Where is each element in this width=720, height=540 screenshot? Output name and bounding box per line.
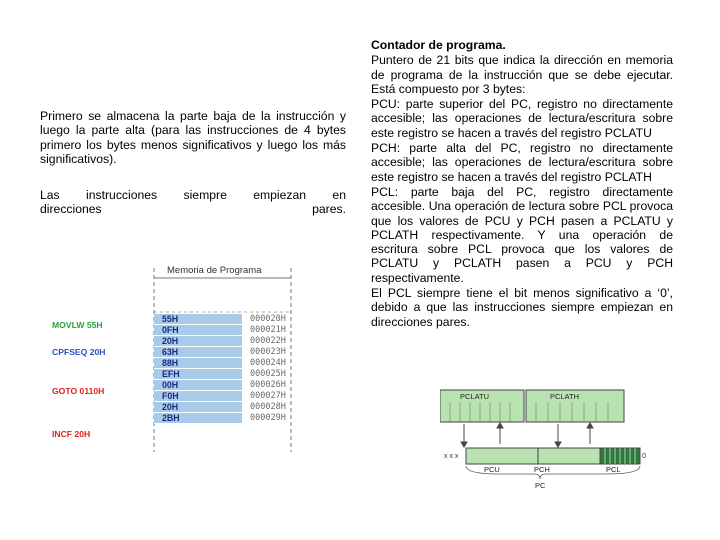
memory-address: 000022H [250, 336, 286, 346]
left-paragraph-storage-order: Primero se almacena la parte baja de la instrucción y luego la parte alta (para las instrucciones de 4 bytes primero los bytes menos significativos y luego los más significativos). [40, 109, 346, 167]
memory-value: 2BH [154, 413, 242, 424]
instruction-label: INCF 20H [52, 429, 91, 439]
memory-address: 000028H [250, 402, 286, 412]
left-paragraph-line1: Las instrucciones siempre empiezan en [40, 188, 346, 202]
pc-label: PC [535, 481, 546, 490]
pcu-register [466, 448, 538, 464]
memory-address: 000023H [250, 347, 286, 357]
memory-value: 0FH [154, 325, 242, 336]
memory-value: 55H [154, 314, 242, 325]
memory-value: 88H [154, 358, 242, 369]
memory-value: 00H [154, 380, 242, 391]
pcl-label: PCL [606, 465, 621, 474]
pcu-label: PCU [484, 465, 500, 474]
section-heading: Contador de programa. [371, 38, 506, 52]
x-bits: x x x [444, 453, 459, 460]
memory-row [154, 391, 291, 402]
memory-row [154, 347, 291, 358]
instruction-label: MOVLW 55H [52, 320, 103, 330]
zero-bit: 0 [642, 453, 646, 460]
memory-row [154, 413, 291, 424]
memory-address: 000029H [250, 413, 286, 423]
pcl-lsb-note: El PCL siempre tiene el bit menos significativo a ‘0’, debido a que las instrucciones siempre empiezan en direcciones pares. [371, 286, 673, 329]
pch-label: PCH [534, 465, 550, 474]
pc-definition: Puntero de 21 bits que indica la dirección en memoria de programa de la instrucción que se debe ejecutar. Está compuesto por 3 bytes: [371, 53, 673, 96]
program-counter-description [371, 38, 673, 330]
memory-row [154, 358, 291, 369]
memory-value: 63H [154, 347, 242, 358]
pcl-description: PCL: parte baja del PC, registro directamente accesible. Una operación de lectura sobre PCL provoca que los valores de PCU y PCH pasen a PCLATU y PCLATH respectivamente. Y una operación de escritura sobre PCL provoca que los valores de PCLATU y PCLATH pasen a PCU y PCH respectivamente. [371, 184, 673, 285]
memory-address: 000021H [250, 325, 286, 335]
memory-address: 000024H [250, 358, 286, 368]
memory-address: 000026H [250, 380, 286, 390]
memory-row [154, 369, 291, 380]
memory-row [154, 325, 291, 336]
left-paragraph-line2: direcciones pares. [40, 202, 346, 217]
pclatu-label: PCLATU [460, 392, 490, 401]
pch-register [538, 448, 600, 464]
left-paragraph-even-addresses [40, 188, 346, 217]
instruction-label: GOTO 0110H [52, 386, 105, 396]
memory-address: 000025H [250, 369, 286, 379]
memory-row [154, 314, 291, 325]
pcu-description: PCU: parte superior del PC, registro no directamente accesible; las operaciones de lectura/escritura sobre este registro se hacen a través del registro PCLATU [371, 97, 673, 140]
pch-description: PCH: parte alta del PC, registro no directamente accesible; las operaciones de lectura/escritura sobre este registro se hacen a través del registro PCLATH [371, 141, 673, 184]
program-memory-figure [48, 262, 348, 462]
register-diagram [440, 386, 652, 492]
memory-value: F0H [154, 391, 242, 402]
pc-register-figure [440, 386, 652, 492]
memory-address: 000020H [250, 314, 286, 324]
instruction-label: CPFSEQ 20H [52, 347, 106, 357]
pclath-label: PCLATH [550, 392, 580, 401]
memory-row [154, 402, 291, 413]
memory-value: EFH [154, 369, 242, 380]
memory-value: 20H [154, 402, 242, 413]
memory-value: 20H [154, 336, 242, 347]
memory-title: Memoria de Programa [167, 265, 262, 276]
memory-row [154, 336, 291, 347]
memory-row [154, 380, 291, 391]
memory-address: 000027H [250, 391, 286, 401]
